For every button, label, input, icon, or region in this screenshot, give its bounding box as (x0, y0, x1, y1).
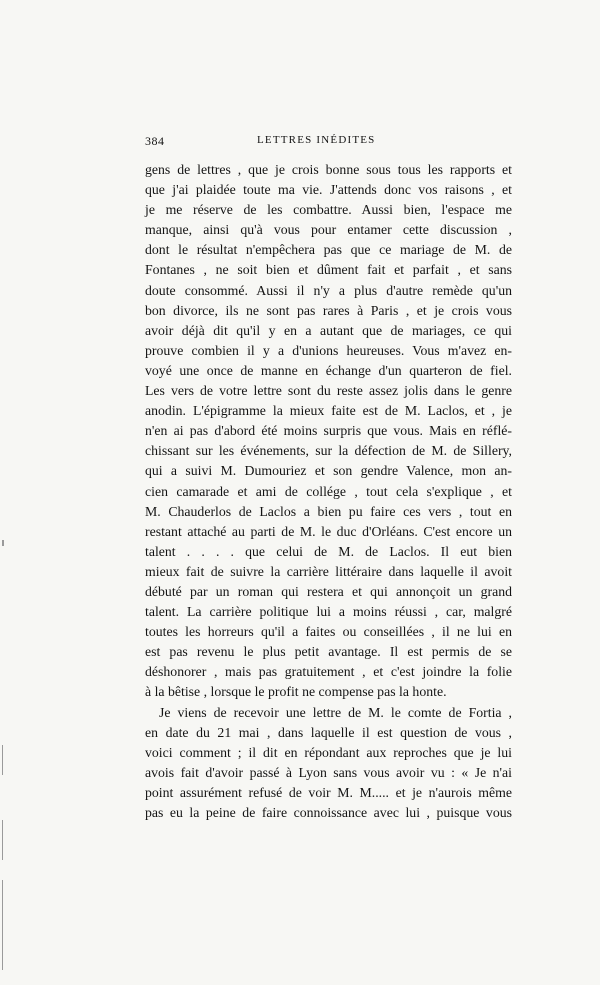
text-line: débuté par un roman qui restera et qui annonçoit un grand (145, 583, 512, 599)
text-line: avois fait d'avoir passé à Lyon sans vous avoir vu : « Je n'ai (145, 764, 512, 780)
text-line: manque, ainsi qu'à vous pour entamer cette discussion , (145, 222, 512, 238)
text-line: est pas revenu le plus petit avantage. Il est permis de se (145, 644, 512, 660)
text-line: gens de lettres , que je crois bonne sous tous les rapports et (145, 162, 512, 177)
text-line: n'en ai pas d'abord été moins surpris que vous. Mais en réflé- (145, 423, 512, 439)
page-number: 384 (145, 134, 165, 148)
text-line: chissant sur les événements, sur la défection de M. de Sillery, (145, 443, 512, 459)
text-line: M. Chauderlos de Laclos a bien pu faire ces vers , tout en (145, 503, 512, 519)
text-line: point assurément refusé de voir M. M..... et je n'aurois même (145, 784, 512, 800)
text-line: que j'ai plaidée toute ma vie. J'attends donc vos raisons , et (145, 182, 512, 198)
text-line: qui a suivi M. Dumouriez et son gendre Valence, mon an- (145, 463, 512, 479)
text-line: déshonorer , mais pas gratuitement , et c'est joindre la folie (145, 664, 512, 680)
text-line: talent. La carrière politique lui a moins réussi , car, malgré (145, 604, 512, 620)
text-line: à la bêtise , lorsque le profit ne compense pas la honte. (145, 684, 447, 700)
text-line: en date du 21 mai , dans laquelle il est question de vous , (145, 724, 512, 740)
scan-margin-mark (2, 820, 3, 860)
scan-margin-mark (2, 745, 3, 775)
scan-margin-mark (2, 880, 3, 970)
running-title: LETTRES INÉDITES (257, 134, 376, 146)
text-line: avoir déjà dit qu'il y en a autant que de mariages, ce qui (145, 322, 512, 338)
text-line: doute consommé. Aussi il n'y a plus d'autre remède qu'un (145, 282, 512, 298)
text-line: cien camarade et ami de collége , tout cela s'explique , et (145, 483, 512, 499)
text-line: Je viens de recevoir une lettre de M. le comte de Fortia , (159, 704, 512, 720)
text-line: Les vers de votre lettre sont du reste assez jolis dans le genre (145, 383, 512, 399)
text-line: Fontanes , ne soit bien et dûment fait et parfait , et sans (145, 262, 512, 278)
text-line: pas eu la peine de faire connoissance avec lui , puisque vous (145, 805, 512, 820)
text-line: voici comment ; il dit en répondant aux reproches que je lui (145, 744, 512, 760)
text-line: bon divorce, ils ne sont pas rares à Paris , et je crois vous (145, 302, 512, 318)
text-line: restant attaché au parti de M. le duc d'Orléans. C'est encore un (145, 523, 512, 539)
text-line: anodin. L'épigramme la mieux faite est de M. Laclos, et , je (145, 403, 512, 419)
scan-margin-mark (2, 540, 4, 546)
text-line: talent . . . . que celui de M. de Laclos. Il eut bien (145, 543, 512, 559)
text-line: prouve combien il y a d'unions heureuses. Vous m'avez en- (145, 342, 512, 358)
body-text (145, 160, 512, 823)
text-line: voyé une once de manne en échange d'un quarteron de fiel. (145, 362, 512, 378)
text-line: toutes les horreurs qu'il a faites ou conseillées , il ne lui en (145, 624, 512, 640)
text-line: je me réserve de les combattre. Aussi bien, l'espace me (145, 202, 512, 218)
running-head (145, 134, 512, 150)
text-line: dont le résultat n'empêchera pas que ce mariage de M. de (145, 242, 512, 258)
text-line: mieux fait de suivre la carrière littéraire dans laquelle il avoit (145, 563, 512, 579)
